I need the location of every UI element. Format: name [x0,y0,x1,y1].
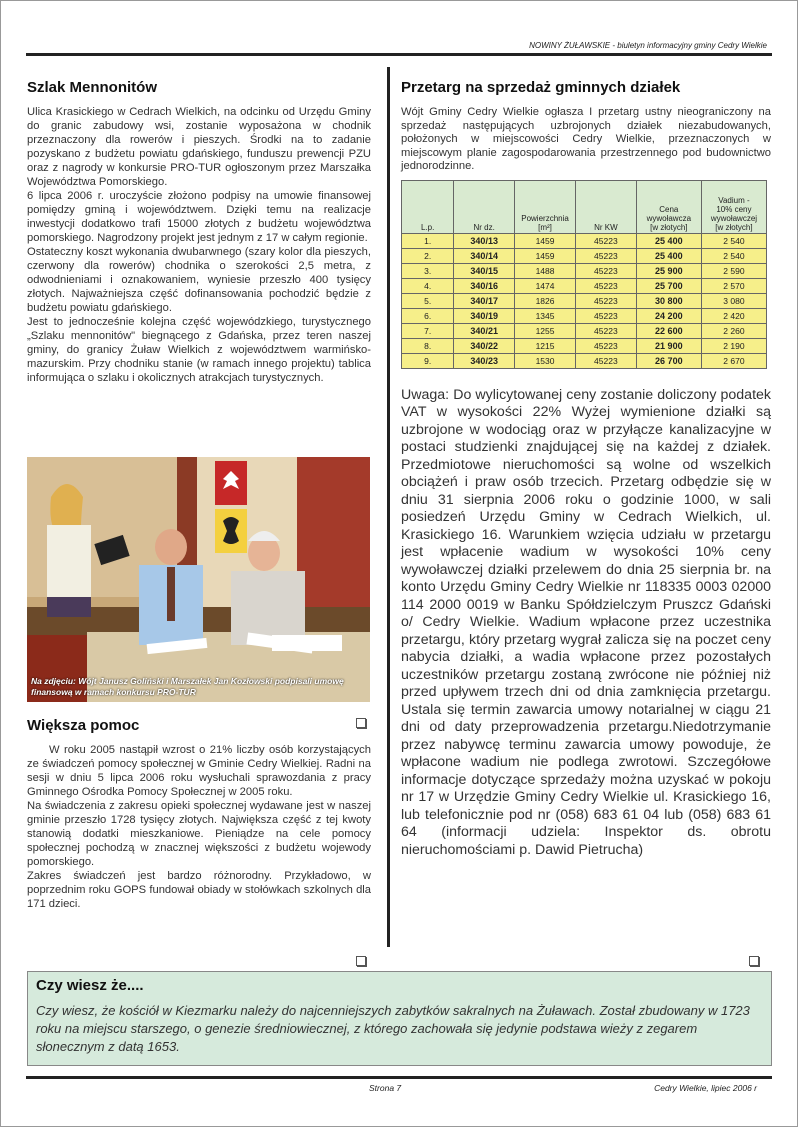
plots-table-body [402,233,767,368]
column-header: [w złotych] [650,222,688,232]
table-cell: 340/23 [454,353,515,368]
table-cell: 3 080 [701,293,766,308]
table-row [402,323,767,338]
table-cell: 45223 [575,308,636,323]
column-header: wywoławcza [646,213,692,223]
article-wieksza-pomoc [27,717,371,911]
table-cell: 45223 [575,323,636,338]
table-header-cell [515,180,576,233]
table-cell: 7. [402,323,454,338]
section-end-marker-icon [356,718,366,728]
column-header: Nr dz. [473,222,495,232]
did-you-know-box [27,971,772,1066]
column-header: Vadium - [718,195,750,205]
column-header: wywoławczej [710,213,758,223]
table-header-cell [454,180,515,233]
table-cell: 25 900 [636,263,701,278]
table-cell: 1826 [515,293,576,308]
table-row [402,293,767,308]
table-cell: 45223 [575,293,636,308]
article-title-pomoc: Większa pomoc [27,717,140,734]
table-cell: 1459 [515,233,576,248]
article-title-szlak: Szlak Mennonitów [27,79,158,96]
column-header: L.p. [420,222,435,232]
table-header-row [402,180,767,233]
article-paragraph: Na świadczenia z zakresu opieki społecznej wydawane jest w naszej gminie przeszło 1728 tysięcy złotych. Największa część z tej kwoty stanowią dodatki mieszkaniowe. Pieniądze na cele pomocy społecznej pochodzą w znacznej większości z budżetu wojewody pomorskiego. [27,800,371,868]
column-header: [w złotych] [715,222,753,232]
column-header: [m²] [538,222,552,232]
table-cell: 25 400 [636,248,701,263]
table-cell: 4. [402,278,454,293]
footer-divider [26,1076,772,1079]
table-cell: 21 900 [636,338,701,353]
table-row [402,308,767,323]
table-header-cell [701,180,766,233]
table-cell: 30 800 [636,293,701,308]
left-column [27,79,371,385]
did-you-know-text: Czy wiesz, że kościół w Kiezmarku należy do najcenniejszych zabytków sakralnych na Żuławach. Został zbudowany w 1723 roku na miejscu starszego, o genezie średniowiecznej, z którego zachowała się jedynie podstawa wieży z zegarem słonecznym z datą 1653. [36,1003,750,1054]
table-cell: 45223 [575,278,636,293]
article-paragraph: Ulica Krasickiego w Cedrach Wielkich, na odcinku od Urzędu Gminy do granic zabudowy wsi, zostanie wyposażona w chodnik przeznaczony dla rowerów i pieszych. Środki na to zadanie pozyskano z budżetu powiatu gdańskiego, funduszu prewencji PZU oraz z nagrody w konkursie PRO-TUR ogłoszonym przez Marszałka Województwa Pomorskiego. [27,106,371,188]
table-cell: 3. [402,263,454,278]
column-header: Nr KW [594,222,618,232]
table-cell: 2 540 [701,248,766,263]
table-cell: 45223 [575,263,636,278]
table-cell: 340/22 [454,338,515,353]
newsletter-header: NOWINY ŻUŁAWSKIE - biuletyn informacyjny gminy Cedry Wielkie [529,41,767,50]
table-cell: 1488 [515,263,576,278]
table-cell: 45223 [575,338,636,353]
table-cell: 26 700 [636,353,701,368]
article-title-przetarg: Przetarg na sprzedaż gminnych działek [401,79,681,96]
table-cell: 5. [402,293,454,308]
table-cell: 25 400 [636,233,701,248]
plots-table [401,180,767,369]
table-cell: 22 600 [636,323,701,338]
table-cell: 45223 [575,248,636,263]
table-cell: 2 670 [701,353,766,368]
table-row [402,248,767,263]
table-cell: 8. [402,338,454,353]
article-paragraph: Zakres świadczeń jest bardzo różnorodny. Przykładowo, w poprzednim roku GOPS fundował obiady w stołówkach szkolnych dla 171 dzieci. [27,870,371,910]
column-header: Powierzchnia [521,213,569,223]
table-row [402,278,767,293]
signing-photo [27,457,370,702]
table-cell: 2 590 [701,263,766,278]
table-cell: 2 570 [701,278,766,293]
tender-note: Uwaga: Do wylicytowanej ceny zostanie doliczony podatek VAT w wysokości 22% Wyżej wymienione działki są uzbrojone w wodociąg oraz w przyłącze kanalizacyjne w postaci studzienki znajdującej się na każdej z działek. Przedmiotowe nieruchomości są wolne od wszelkich obciążeń i praw osób trzecich. Przetarg odbędzie się w dniu 31 sierpnia 2006 roku o godzinie 1000, w sali posiedzeń Urzędu Gminy w Cedrach Wielkich, ul. Krasickiego 16. Warunkiem wzięcia udziału w przetargu jest wpłacenie wadium w wysokości 10% ceny wywoławczej działki przelewem do dnia 25 sierpnia br. na konto Urzędu Gminy Cedry Wielkie nr 118335 0003 02000 114 2000 0019 w Banku Spółdzielczym Pruszcz Gdański o/ Cedry Wielkie. Wadium wpłacone przez uczestnika przetargu, który przetarg wygrał zalicza się na poczet ceny nabycia działki, a wadia wpłacone przez pozostałych uczestników przetargu zostaną zwrócone nie później niż przed upływem trzech dni od dnia zamknięcia przetargu. Ustala się termin zawarcia umowy notarialnej w ciągu 21 dni od daty przeprowadzenia przetargu.Niedotrzymanie przez nabywcę terminu zawarcia umowy powoduje, że wpłacone wadium nie podlega zwrotowi. Szczegółowe informacje dotyczące sprzedaży można uzyskać w pokoju nr 17 w Urzędzie Gminy Cedry Wielkie ul. Krasickiego 16, lub telefonicznie pod nr (058) 683 61 04 lub (058) 683 61 64 (informacji udziela: Inspektor ds. obrotu nieruchomościami p. Dawid Pietrucha) [401,386,771,858]
table-cell: 9. [402,353,454,368]
table-cell: 340/19 [454,308,515,323]
table-cell: 1215 [515,338,576,353]
table-row [402,338,767,353]
table-cell: 1345 [515,308,576,323]
issue-date: Cedry Wielkie, lipiec 2006 r [654,1083,757,1093]
tender-intro: Wójt Gminy Cedry Wielkie ogłasza I przetarg ustny nieograniczony na sprzedaż następujących uzbrojonych działek niezabudowanych, położonych w miejscowości Cedry Wielkie, przeznaczonych w miejscowym planie zagospodarowania przestrzennego pod budownictwo jednorodzinne. [401,106,771,173]
photo-caption: Na zdjęciu: Wójt Janusz Goliński i Marszałek Jan Kozłowski podpisali umowę finansową w ramach konkursu PRO-TUR [31,676,344,697]
column-divider [387,67,390,947]
table-cell: 1459 [515,248,576,263]
table-cell: 340/21 [454,323,515,338]
table-row [402,233,767,248]
table-cell: 340/14 [454,248,515,263]
table-cell: 25 700 [636,278,701,293]
column-header: 10% ceny [716,204,752,214]
table-row [402,353,767,368]
table-header-cell [402,180,454,233]
table-header-cell [636,180,701,233]
did-you-know-title: Czy wiesz że.... [36,977,144,994]
article-paragraph: W roku 2005 nastąpił wzrost o 21% liczby osób korzystających ze świadczeń pomocy społecznej w Gminie Cedry Wielkiej. Radni na sesji w dniu 5 lipca 2006 roku wysłuchali sprawozdania z pracy Gminnego Ośrodka Pomocy Społecznej w 2005 roku. [27,744,371,798]
table-cell: 2 420 [701,308,766,323]
photo-illustration [27,457,370,702]
table-cell: 1. [402,233,454,248]
table-cell: 2 540 [701,233,766,248]
column-header: Cena [659,204,679,214]
table-header-cell [575,180,636,233]
table-cell: 340/13 [454,233,515,248]
table-cell: 1255 [515,323,576,338]
table-cell: 340/16 [454,278,515,293]
table-cell: 1530 [515,353,576,368]
article-paragraph: Jest to jednocześnie kolejna część wojewódzkiego, turystycznego „Szlaku mennonitów" biegnącego z Gdańska, przez teren naszej gminy, do granicy Żuław Wielkich z województwem warmińsko-mazurskim. Przy chodniku stanie (w ramach innego projektu) tablica informująca o szlaku i okolicznych atrakcjach turystycznych. [27,316,371,384]
page-number: Strona 7 [369,1083,402,1093]
table-row [402,263,767,278]
table-cell: 45223 [575,233,636,248]
table-cell: 2 260 [701,323,766,338]
section-end-marker-icon [356,956,366,966]
header-divider [26,53,772,56]
table-cell: 340/15 [454,263,515,278]
article-paragraph: Ostateczny koszt wykonania dwubarwnego (szary kolor dla pieszych, czerwony dla rowerów) chodnika o szerokości 2,5 metra, z odwodnieniami i oznakowaniem, wyniesie przeszło 400 tysięcy złotych. Najważniejsza część dofinansowania pochodzić będzie z budżetu powiatu gdańskiego. [27,246,371,314]
table-cell: 340/17 [454,293,515,308]
table-cell: 2 190 [701,338,766,353]
section-end-marker-icon [749,956,759,966]
table-cell: 2. [402,248,454,263]
table-cell: 24 200 [636,308,701,323]
article-paragraph: 6 lipca 2006 r. uroczyście złożono podpisy na umowie finansowej pomiędzy gminą i województwem. Dzięki temu na realizacje inwestycji dodatkowo trafi 15000 złotych z budżetu województwa pomorskiego. Nagrodzony projekt jest jednym z 17 w całym regionie. [27,190,371,244]
right-column [401,79,771,859]
table-cell: 6. [402,308,454,323]
table-cell: 1474 [515,278,576,293]
table-cell: 45223 [575,353,636,368]
